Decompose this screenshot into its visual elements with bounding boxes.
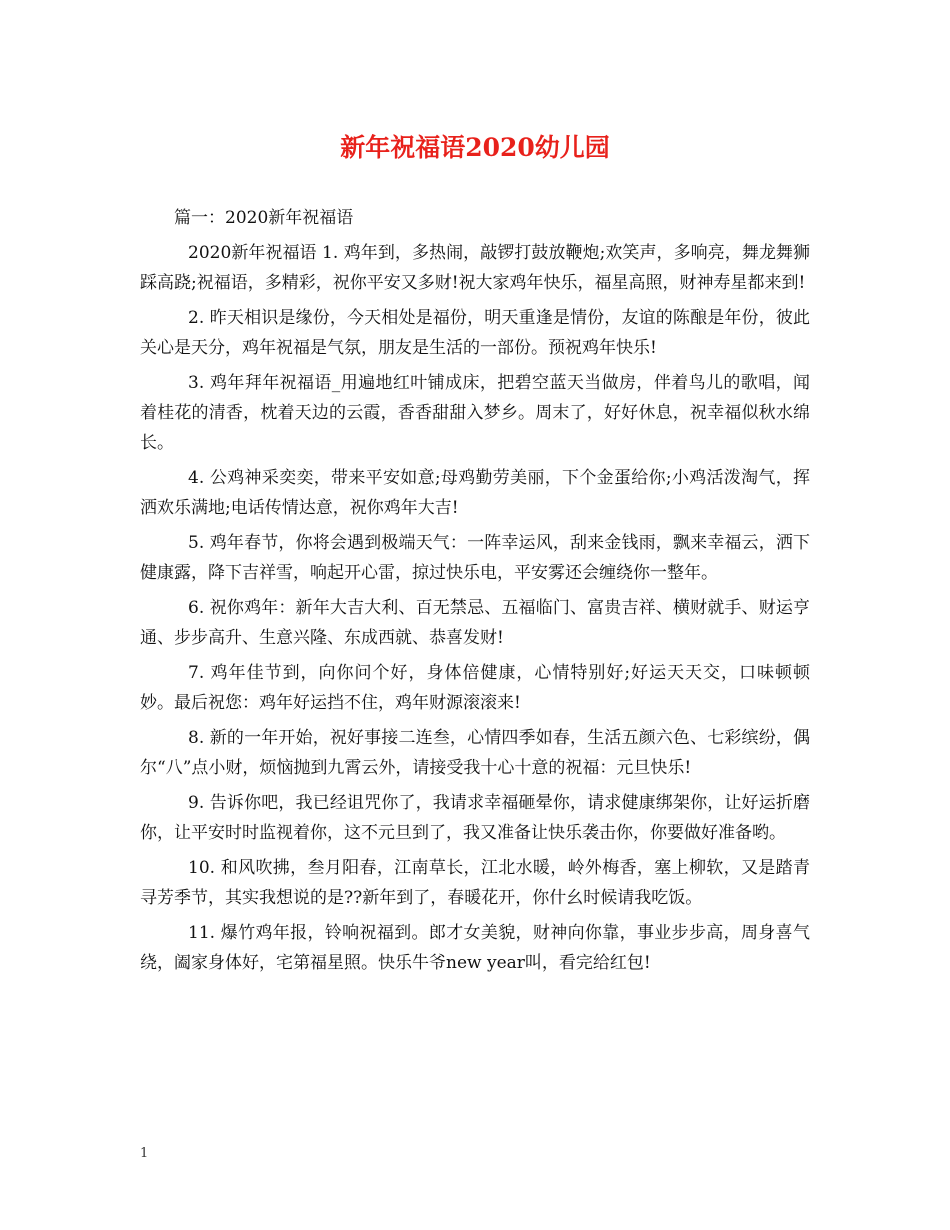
paragraph-9: 9. 告诉你吧，我已经诅咒你了，我请求幸福砸晕你，请求健康绑架你，让好运折磨你，让平安时时监视着你，这不元旦到了，我又准备让快乐袭击你，你要做好准备哟。	[140, 793, 810, 843]
paragraph-6: 6. 祝你鸡年：新年大吉大利、百无禁忌、五福临门、富贵吉祥、横财就手、财运亨通、步步高升、生意兴隆、东成西就、恭喜发财!	[140, 598, 810, 648]
paragraph-2: 2. 昨天相识是缘份，今天相处是福份，明天重逢是情份，友谊的陈酿是年份，彼此关心是天分，鸡年祝福是气氛，朋友是生活的一部份。预祝鸡年快乐!	[140, 308, 810, 358]
paragraph-11: 11. 爆竹鸡年报，铃响祝福到。郎才女美貌，财神向你靠，事业步步高，周身喜气绕，阖家身体好，宅第福星照。快乐牛爷new year叫，看完给红包!	[140, 923, 810, 973]
paragraph-8: 8. 新的一年开始，祝好事接二连叁，心情四季如春，生活五颜六色、七彩缤纷，偶尔“八”点小财，烦恼抛到九霄云外，请接受我十心十意的祝福：元旦快乐!	[140, 728, 810, 778]
section-heading: 篇一：2020新年祝福语	[174, 208, 354, 228]
paragraph-7: 7. 鸡年佳节到，向你问个好，身体倍健康，心情特别好;好运天天交，口味顿顿妙。最后祝您：鸡年好运挡不住，鸡年财源滚滚来!	[140, 663, 810, 713]
document-body	[140, 203, 810, 983]
paragraph-4: 4. 公鸡神采奕奕，带来平安如意;母鸡勤劳美丽，下个金蛋给你;小鸡活泼淘气，挥洒欢乐满地;电话传情达意，祝你鸡年大吉!	[140, 468, 810, 518]
paragraph-10: 10. 和风吹拂，叁月阳春，江南草长，江北水暖，岭外梅香，塞上柳软，又是踏青寻芳季节，其实我想说的是??新年到了，春暖花开，你什幺时候请我吃饭。	[140, 858, 810, 908]
document-title: 新年祝福语2020幼儿园	[340, 133, 610, 162]
paragraph-3: 3. 鸡年拜年祝福语_用遍地红叶铺成床，把碧空蓝天当做房，伴着鸟儿的歌唱，闻着桂花的清香，枕着天边的云霞，香香甜甜入梦乡。周末了，好好休息，祝幸福似秋水绵长。	[140, 373, 810, 453]
page-number: 1	[140, 1146, 149, 1161]
paragraph-1: 2020新年祝福语 1. 鸡年到，多热闹，敲锣打鼓放鞭炮;欢笑声，多响亮，舞龙舞狮踩高跷;祝福语，多精彩，祝你平安又多财!祝大家鸡年快乐，福星高照，财神寿星都来到!	[140, 243, 810, 293]
paragraph-5: 5. 鸡年春节，你将会遇到极端天气：一阵幸运风，刮来金钱雨，飘来幸福云，洒下健康露，降下吉祥雪，响起开心雷，掠过快乐电，平安雾还会缠绕你一整年。	[140, 533, 810, 583]
